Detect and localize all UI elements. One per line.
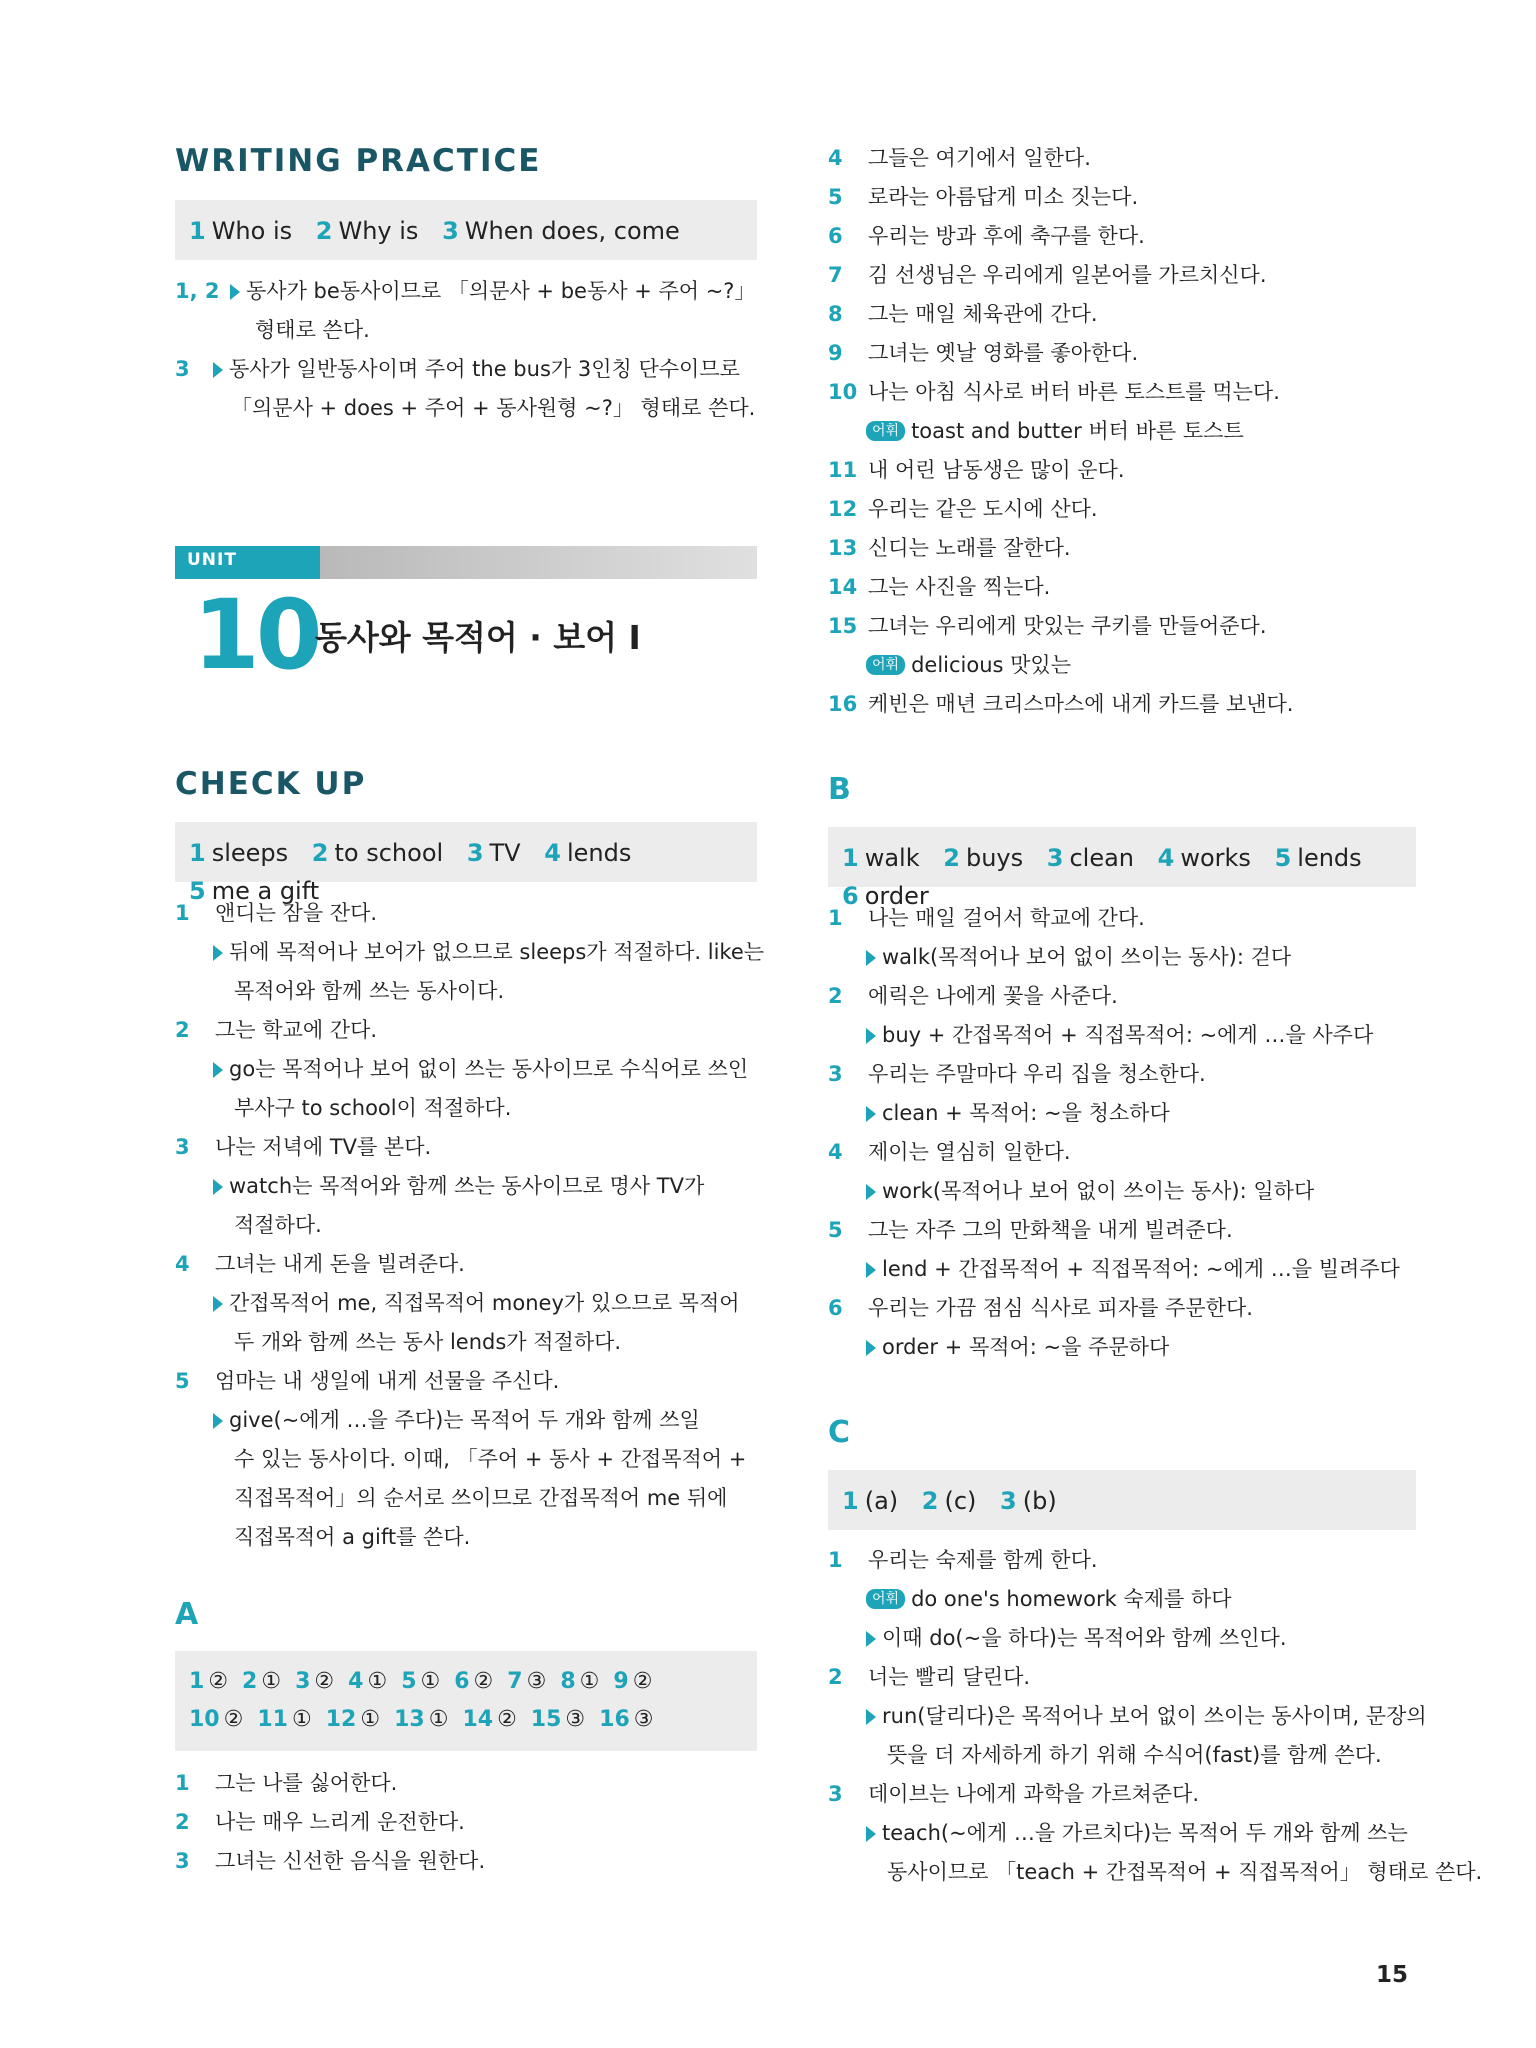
answer-value: ① <box>291 1707 312 1732</box>
item-number: 6 <box>828 1296 843 1320</box>
answer-value: ① <box>261 1669 282 1694</box>
answer-number: 4 <box>348 1669 364 1694</box>
arrow-icon <box>213 1413 223 1429</box>
explanation-text: buy + 간접목적어 + 직접목적어: ~에게 …을 사주다 <box>882 1023 1374 1047</box>
section-c-heading: C <box>828 1415 851 1450</box>
section-a-answer-box <box>175 1651 757 1751</box>
answer-item <box>189 1707 243 1732</box>
arrow-icon <box>230 284 240 300</box>
answer-value: ② <box>473 1669 494 1694</box>
answer-item <box>326 1707 380 1732</box>
explanation-row: 1, 2 동사가 be동사이므로 「의문사 + be동사 + 주어 ~?」 <box>175 279 756 303</box>
vocab-line: 어휘 do one's homework 숙제를 하다 <box>866 1580 1232 1619</box>
item-number: 8 <box>828 302 843 326</box>
answer-number: 2 <box>242 1669 258 1694</box>
section-b-answer-box: 1 walk 2 buys 3 clean 4 works 5 lends 6 order <box>828 827 1416 887</box>
item-text: 우리는 같은 도시에 산다. <box>868 497 1098 521</box>
answer-item <box>295 1669 334 1694</box>
explanation-text: work(목적어나 보어 없이 쓰이는 동사): 일하다 <box>882 1179 1315 1203</box>
arrow-icon <box>213 1062 223 1078</box>
explanation-line: 수 있는 동사이다. 이때, 「주어 + 동사 + 간접목적어 + <box>234 1447 747 1471</box>
item-text: 그녀는 옛날 영화를 좋아한다. <box>868 341 1139 365</box>
explanation-line: 직접목적어」의 순서로 쓰이므로 간접목적어 me 뒤에 <box>234 1486 728 1510</box>
item-number: 5 <box>828 185 843 209</box>
vocab-text: delicious 맛있는 <box>911 653 1071 677</box>
check-up-answer-box: 1 sleeps 2 to school 3 TV 4 lends 5 me a gift <box>175 822 757 882</box>
arrow-icon <box>213 1296 223 1312</box>
answer-item <box>531 1707 585 1732</box>
explanation-continuation: 「의문사 + does + 주어 + 동사원형 ~?」 형태로 쓴다. <box>231 396 756 420</box>
answer-number: 9 <box>613 1669 629 1694</box>
explanation-line: 적절하다. <box>234 1213 322 1237</box>
answer-value: ① <box>428 1707 449 1732</box>
answer-item <box>189 1669 228 1694</box>
item-text: 로라는 아름답게 미소 짓는다. <box>868 185 1139 209</box>
page-number: 15 <box>1376 1962 1409 1988</box>
item-text: 그는 매일 체육관에 간다. <box>868 302 1098 326</box>
explanation-continuation: 형태로 쓴다. <box>255 318 370 342</box>
explanation-line: 동사이므로 「teach + 간접목적어 + 직접목적어」 형태로 쓴다. <box>887 1860 1483 1884</box>
explanation-line: give(~에게 …을 주다)는 목적어 두 개와 함께 쓰일 <box>213 1401 700 1440</box>
answer-number: 8 <box>560 1669 576 1694</box>
explanation-line <box>866 1094 1170 1133</box>
item-text: 그들은 여기에서 일한다. <box>868 146 1091 170</box>
item-number: 12 <box>828 497 858 521</box>
explanation-line <box>866 1328 1169 1367</box>
item-number: 3 <box>828 1062 843 1086</box>
writing-practice-answer-box <box>175 200 757 260</box>
answer-number: 10 <box>189 1707 220 1732</box>
answer-row <box>189 1663 743 1701</box>
explanation-line: go는 목적어나 보어 없이 쓰는 동사이므로 수식어로 쓰인 <box>213 1050 748 1089</box>
item-text: 그는 자주 그의 만화책을 내게 빌려준다. <box>868 1218 1233 1242</box>
item-text: 나는 매일 걸어서 학교에 간다. <box>868 906 1145 930</box>
explanation-line: 두 개와 함께 쓰는 동사 lends가 적절하다. <box>234 1330 622 1354</box>
answer-number: 11 <box>257 1707 288 1732</box>
item-number: 14 <box>828 575 858 599</box>
explanation-text: order + 목적어: ~을 주문하다 <box>882 1335 1170 1359</box>
explanation-line: run(달리다)은 목적어나 보어 없이 쓰이는 동사이며, 문장의 <box>866 1697 1427 1736</box>
vocab-text: toast and butter 버터 바른 토스트 <box>911 419 1244 443</box>
explanation-row: 3 동사가 일반동사이며 주어 the bus가 3인칭 단수이므로 <box>175 357 740 381</box>
answer-item <box>348 1669 387 1694</box>
arrow-icon <box>866 1028 876 1044</box>
answer-value: ③ <box>526 1669 547 1694</box>
answer-value: ② <box>314 1669 335 1694</box>
unit-title: 동사와 목적어 · 보어 I <box>315 618 641 657</box>
explanation-line: watch는 목적어와 함께 쓰는 동사이므로 명사 TV가 <box>213 1167 704 1206</box>
explanation-text: lend + 간접목적어 + 직접목적어: ~에게 …을 빌려주다 <box>882 1257 1400 1281</box>
arrow-icon <box>866 1631 876 1647</box>
answer-value: ② <box>497 1707 517 1732</box>
answer-value: ① <box>579 1669 600 1694</box>
answer-item <box>401 1669 440 1694</box>
answer-number: 7 <box>507 1669 523 1694</box>
answer-item <box>599 1707 653 1732</box>
answer-value: ② <box>208 1669 229 1694</box>
answer-number: 14 <box>462 1707 494 1732</box>
unit-label: UNIT <box>187 550 237 570</box>
vocab-line <box>866 412 1244 451</box>
answer-item <box>257 1707 311 1732</box>
explanation-line: 직접목적어 a gift를 쓴다. <box>234 1525 471 1549</box>
section-a-heading: A <box>175 1597 199 1632</box>
answer-item: 1 Who is <box>189 217 293 245</box>
arrow-icon <box>213 362 223 378</box>
answer-value: ① <box>420 1669 441 1694</box>
explanation-line <box>866 1250 1400 1289</box>
arrow-icon <box>866 950 876 966</box>
writing-practice-heading: WRITING PRACTICE <box>175 143 542 179</box>
explanation-text: clean + 목적어: ~을 청소하다 <box>882 1101 1170 1125</box>
item-number: 10 <box>828 380 858 404</box>
item-number: 11 <box>828 458 858 482</box>
answer-item: 2 Why is <box>315 217 419 245</box>
answer-number: 16 <box>599 1707 630 1732</box>
item-text: 김 선생님은 우리에게 일본어를 가르치신다. <box>868 263 1267 287</box>
arrow-icon <box>866 1340 876 1356</box>
arrow-icon <box>866 1709 876 1725</box>
answer-value: ③ <box>633 1707 654 1732</box>
item-number: 4 <box>828 1140 843 1164</box>
answer-number: 3 <box>295 1669 311 1694</box>
item-number: 2 <box>828 984 843 1008</box>
answer-number: 1 <box>189 1669 205 1694</box>
item-number: 6 <box>828 224 843 248</box>
check-up-heading: CHECK UP <box>175 766 367 802</box>
explanation-text: walk(목적어나 보어 없이 쓰이는 동사): 걷다 <box>882 945 1292 969</box>
answer-item: 3 When does, come <box>442 217 680 245</box>
answer-number: 6 <box>454 1669 470 1694</box>
explanation-line: teach(~에게 …을 가르치다)는 목적어 두 개와 함께 쓰는 <box>866 1814 1408 1853</box>
section-b-heading: B <box>828 772 851 807</box>
answer-item <box>454 1669 493 1694</box>
arrow-icon <box>213 945 223 961</box>
vocab-line <box>866 646 1071 685</box>
answer-item <box>507 1669 546 1694</box>
explanation-line <box>866 1172 1314 1211</box>
item-number: 7 <box>828 263 843 287</box>
item-text: 그녀는 우리에게 맛있는 쿠키를 만들어준다. <box>868 614 1267 638</box>
item-number: 9 <box>828 341 843 365</box>
answer-value: ③ <box>565 1707 586 1732</box>
unit-number: 10 <box>193 579 319 691</box>
item-text: 케빈은 매년 크리스마스에 내게 카드를 보낸다. <box>868 692 1294 716</box>
answer-value: ② <box>632 1669 653 1694</box>
explanation-line: 뜻을 더 자세하게 하기 위해 수식어(fast)를 함께 쓴다. <box>887 1743 1382 1767</box>
arrow-icon <box>866 1184 876 1200</box>
item-number: 1 <box>828 906 843 930</box>
item-text: 우리는 주말마다 우리 집을 청소한다. <box>868 1062 1206 1086</box>
answer-value: ① <box>367 1669 388 1694</box>
answer-number: 15 <box>530 1707 562 1732</box>
vocab-badge: 어휘 <box>866 655 905 675</box>
vocab-badge: 어휘 <box>866 421 905 441</box>
item-text: 제이는 열심히 일한다. <box>868 1140 1071 1164</box>
explanation-line: 뒤에 목적어나 보어가 없으므로 sleeps가 적절하다. like는 <box>213 933 764 972</box>
answer-item <box>242 1669 281 1694</box>
item-text: 내 어린 남동생은 많이 운다. <box>868 458 1125 482</box>
answer-item <box>394 1707 448 1732</box>
arrow-icon <box>866 1106 876 1122</box>
answer-item <box>560 1669 599 1694</box>
item-number: 5 <box>828 1218 843 1242</box>
answer-item <box>613 1669 652 1694</box>
explanation-line <box>866 938 1291 977</box>
item-number: 4 <box>828 146 843 170</box>
item-text: 에릭은 나에게 꽃을 사준다. <box>868 984 1118 1008</box>
answer-item <box>462 1707 516 1732</box>
explanation-line: 이때 do(~을 하다)는 목적어와 함께 쓰인다. <box>866 1619 1287 1658</box>
item-text: 신디는 노래를 잘한다. <box>868 536 1071 560</box>
explanation-line: 부사구 to school이 적절하다. <box>234 1096 512 1120</box>
answer-value: ① <box>360 1707 381 1732</box>
section-c-answer-box: 1 (a) 2 (c) 3 (b) <box>828 1470 1416 1530</box>
answer-row <box>189 1701 743 1739</box>
item-text: 나는 아침 식사로 버터 바른 토스트를 먹는다. <box>868 380 1280 404</box>
vocab-badge: 어휘 <box>866 1589 905 1609</box>
explanation-line: 목적어와 함께 쓰는 동사이다. <box>234 979 505 1003</box>
item-number: 16 <box>828 692 858 716</box>
answer-number: 5 <box>401 1669 417 1694</box>
arrow-icon <box>866 1262 876 1278</box>
answer-number: 13 <box>394 1707 425 1732</box>
item-number: 13 <box>828 536 858 560</box>
item-text: 우리는 가끔 점심 식사로 피자를 주문한다. <box>868 1296 1253 1320</box>
explanation-line <box>866 1016 1373 1055</box>
arrow-icon <box>213 1179 223 1195</box>
explanation-line: 간접목적어 me, 직접목적어 money가 있으므로 목적어 <box>213 1284 740 1323</box>
item-text: 우리는 방과 후에 축구를 한다. <box>868 224 1145 248</box>
item-text: 그는 사진을 찍는다. <box>868 575 1051 599</box>
answer-value: ② <box>223 1707 244 1732</box>
item-number: 15 <box>828 614 858 638</box>
unit-banner <box>175 546 757 579</box>
answer-number: 12 <box>325 1707 357 1732</box>
arrow-icon <box>866 1826 876 1842</box>
